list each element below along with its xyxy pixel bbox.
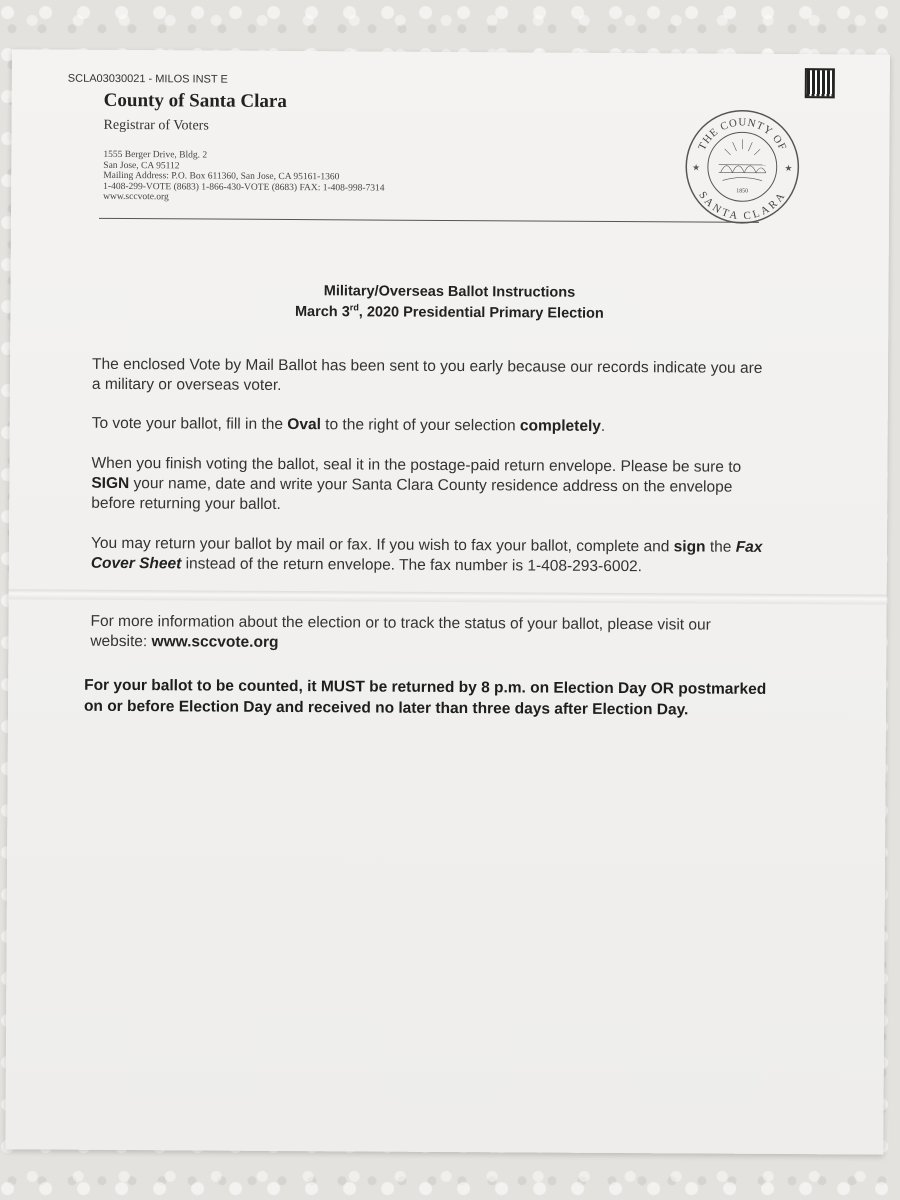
paragraph-return-options: You may return your ballot by mail or fax. If you wish to fax your ballot, complete and sign the Fax Cover Sheet instead of the return envelope. The fax number is 1-408-293-6002. xyxy=(90,534,763,576)
organization-name: County of Santa Clara xyxy=(103,89,287,112)
mailing-code: SCLA03030021 - MILOS INST E xyxy=(67,72,228,86)
paragraph-fill-oval: To vote your ballot, fill in the Oval to the right of your selection completely. xyxy=(91,414,606,435)
svg-text:★: ★ xyxy=(692,162,701,173)
header-divider xyxy=(99,218,759,223)
address-block xyxy=(103,150,385,204)
paper-fold xyxy=(9,589,887,604)
seal-top-text: THE COUNTY OF xyxy=(696,116,789,153)
phone-line: 1-408-299-VOTE (8683) 1-866-430-VOTE (8683) FAX: 1-408-998-7314 xyxy=(103,181,385,194)
address-line: San Jose, CA 95112 xyxy=(103,160,180,171)
paragraph-more-info: For more information about the election or to track the status of your ballot, please visit our website: www.sccvote.org xyxy=(90,612,711,651)
website-link[interactable]: www.sccvote.org xyxy=(151,633,279,651)
document-title: Military/Overseas Ballot Instructions xyxy=(323,283,576,301)
election-title: March 3rd, 2020 Presidential Primary Election xyxy=(294,302,604,322)
department-name: Registrar of Voters xyxy=(103,117,209,134)
website-line: www.sccvote.org xyxy=(103,191,169,203)
deadline-warning: For your ballot to be counted, it MUST be returned by 8 p.m. on Election Day OR postmarked on or before Election Day and received no later than three days after Election Day. xyxy=(83,676,767,719)
address-line: 1555 Berger Drive, Bldg. 2 xyxy=(103,149,208,161)
seal-year: 1850 xyxy=(736,188,749,195)
seal-bottom-text: SANTA CLARA xyxy=(696,189,788,223)
paragraph-seal-and-sign: When you finish voting the ballot, seal it in the postage-paid return envelope. Please be sure to SIGN your name, date and write your Santa Clara County residence address on the envelope before returning your ballot. xyxy=(91,454,742,513)
datamatrix-code-icon xyxy=(807,70,833,96)
svg-text:★: ★ xyxy=(784,162,793,174)
instruction-letter xyxy=(5,49,890,1154)
address-line: Mailing Address: P.O. Box 611360, San Jose, CA 95161-1360 xyxy=(103,170,340,183)
county-seal-icon xyxy=(683,107,802,226)
paragraph-early-ballot: The enclosed Vote by Mail Ballot has been sent to you early because our records indicate you are a military or overseas voter. xyxy=(91,355,763,394)
